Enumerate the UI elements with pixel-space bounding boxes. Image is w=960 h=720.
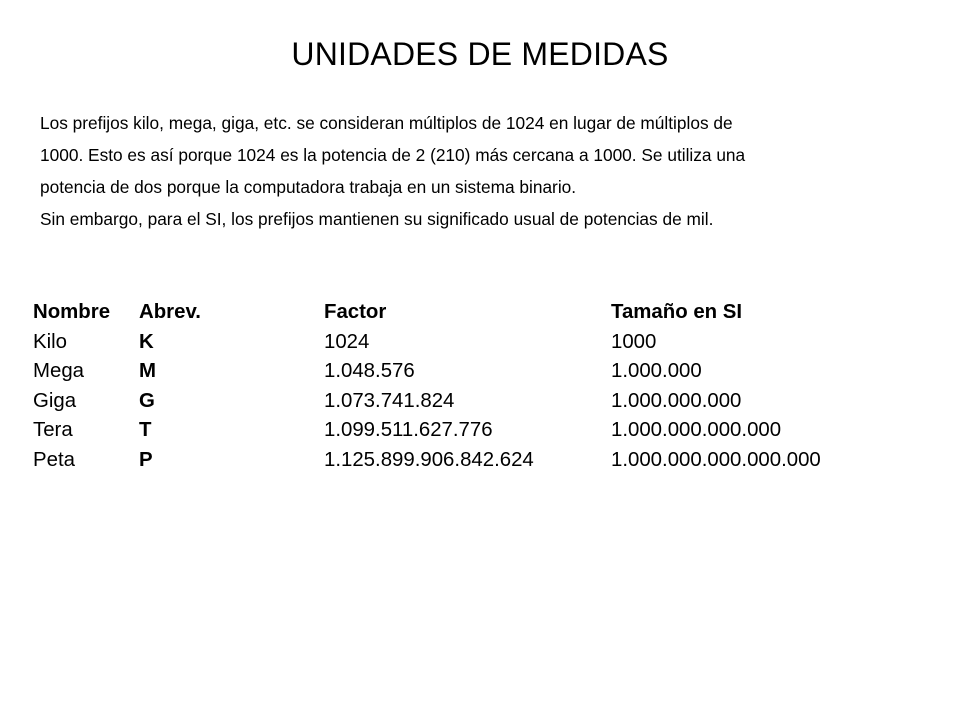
- table-row: [33, 357, 871, 387]
- table-header-row: [33, 298, 871, 328]
- cell-si-size: 1.000.000.000: [611, 389, 742, 412]
- cell-abbreviation: M: [139, 360, 156, 382]
- cell-si-size: 1.000.000.000.000.000: [611, 448, 821, 471]
- header-factor: Factor: [324, 301, 387, 323]
- intro-paragraph: [40, 107, 920, 235]
- table-row: [33, 416, 871, 446]
- cell-factor: 1024: [324, 330, 370, 353]
- cell-name: Kilo: [33, 330, 68, 353]
- cell-name: Peta: [33, 448, 75, 471]
- intro-line: 1000. Esto es así porque 1024 es la potencia de 2 (210) más cercana a 1000. Se utiliza una: [40, 145, 746, 165]
- cell-si-size: 1.000.000.000.000: [611, 419, 782, 441]
- cell-factor: 1.048.576: [324, 360, 415, 382]
- table-row: [33, 387, 871, 417]
- cell-factor: 1.073.741.824: [324, 389, 455, 412]
- intro-line: Los prefijos kilo, mega, giga, etc. se consideran múltiplos de 1024 en lugar de múltiplos de: [40, 113, 733, 133]
- table-row: [33, 328, 871, 358]
- cell-abbreviation: T: [139, 419, 152, 441]
- cell-name: Giga: [33, 389, 77, 412]
- header-si-size: Tamaño en SI: [611, 301, 743, 323]
- cell-name: Mega: [33, 360, 85, 382]
- cell-abbreviation: P: [139, 448, 153, 471]
- cell-abbreviation: K: [139, 330, 154, 353]
- header-name: Nombre: [33, 301, 111, 323]
- intro-line: potencia de dos porque la computadora trabaja en un sistema binario.: [40, 177, 577, 197]
- cell-factor: 1.099.511.627.776: [324, 419, 493, 441]
- cell-factor: 1.125.899.906.842.624: [324, 448, 534, 471]
- units-table: [33, 298, 871, 475]
- cell-name: Tera: [33, 419, 73, 441]
- intro-line: Sin embargo, para el SI, los prefijos mantienen su significado usual de potencias de mil.: [40, 209, 714, 229]
- cell-si-size: 1000: [611, 330, 657, 353]
- page-title: UNIDADES DE MEDIDAS: [291, 36, 669, 72]
- table-row: [33, 446, 871, 476]
- header-abbreviation: Abrev.: [139, 301, 201, 323]
- cell-si-size: 1.000.000: [611, 360, 702, 382]
- cell-abbreviation: G: [139, 389, 155, 412]
